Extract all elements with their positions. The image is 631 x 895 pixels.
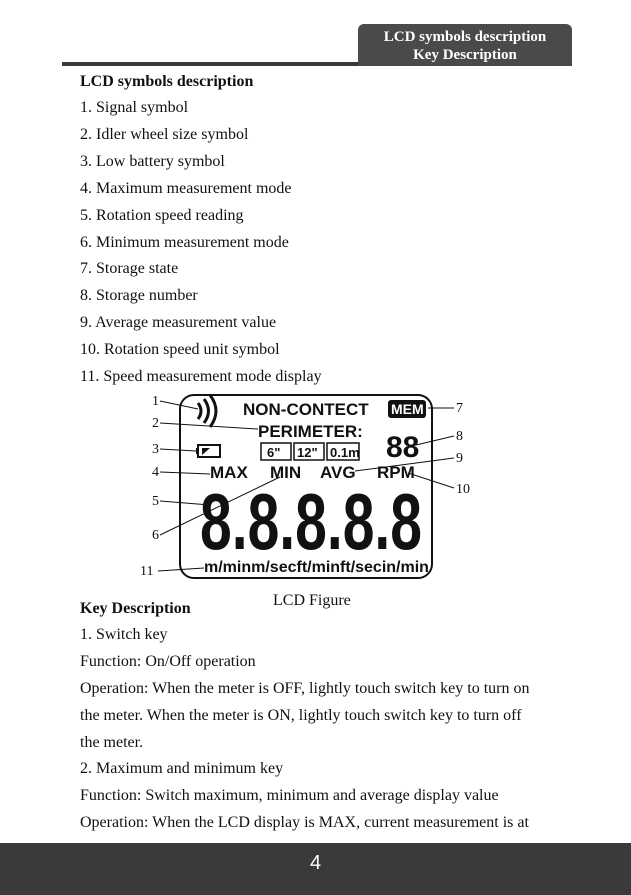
callout-6: 6: [152, 528, 159, 543]
callout-5: 5: [152, 494, 159, 509]
callout-8: 8: [456, 429, 463, 444]
size-6-label: 6": [267, 445, 281, 460]
key-line-1: 1. Switch key: [80, 626, 168, 643]
lcd-item-2: 2. Idler wheel size symbol: [80, 126, 249, 143]
lcd-figure-svg: [140, 385, 480, 585]
mem-label: MEM: [391, 401, 424, 417]
rpm-label: RPM: [377, 463, 415, 482]
section-header-tab: [358, 24, 572, 66]
avg-label: AVG: [320, 463, 356, 482]
key-line-5: the meter.: [80, 734, 144, 751]
lcd-item-10: 10. Rotation speed unit symbol: [80, 341, 280, 358]
page-footer: [0, 843, 631, 895]
lcd-item-9: 9. Average measurement value: [80, 314, 277, 331]
callout-7: 7: [456, 401, 463, 416]
lcd-item-11: 11. Speed measurement mode display: [80, 368, 322, 385]
non-contect-label: NON-CONTECT: [243, 400, 369, 419]
rotation-speed-digits: 8.8.8.8.8: [200, 477, 422, 566]
key-line-2: Function: On/Off operation: [80, 653, 256, 670]
min-label: MIN: [270, 463, 302, 482]
storage-number-digits: 88: [386, 431, 420, 464]
callout-4: 4: [152, 465, 159, 480]
lcd-item-6: 6. Minimum measurement mode: [80, 234, 289, 251]
callout-2: 2: [152, 416, 159, 431]
header-line-1: LCD symbols description: [383, 29, 547, 45]
callout-11: 11: [140, 564, 154, 579]
callout-9: 9: [456, 451, 463, 466]
units-label: m/minm/secft/minft/secin/min: [204, 559, 429, 576]
max-label: MAX: [210, 463, 248, 482]
header-line-2: Key Description: [413, 47, 517, 63]
lcd-item-5: 5. Rotation speed reading: [80, 207, 244, 224]
key-description-heading: Key Description: [80, 600, 191, 617]
key-line-7: Function: Switch maximum, minimum and average display value: [80, 787, 499, 804]
key-line-8: Operation: When the LCD display is MAX, current measurement is at: [80, 814, 529, 831]
low-battery-icon: [196, 445, 220, 457]
signal-icon: [198, 395, 216, 427]
lcd-item-3: 3. Low battery symbol: [80, 153, 225, 170]
size-01m-label: 0.1m: [330, 445, 360, 460]
perimeter-label: PERIMETER:: [258, 422, 363, 441]
lcd-item-7: 7. Storage state: [80, 260, 179, 277]
lcd-figure: [140, 385, 480, 585]
size-12-label: 12": [297, 445, 318, 460]
callout-3: 3: [152, 442, 159, 457]
callout-1: 1: [152, 394, 159, 409]
page-number: 4: [309, 852, 322, 874]
key-line-4: the meter. When the meter is ON, lightly touch switch key to turn off: [80, 707, 522, 724]
key-line-6: 2. Maximum and minimum key: [80, 760, 284, 777]
lcd-item-8: 8. Storage number: [80, 287, 198, 304]
key-line-3: Operation: When the meter is OFF, lightly touch switch key to turn on: [80, 680, 530, 697]
lcd-symbols-heading: LCD symbols description: [80, 73, 254, 90]
lcd-item-4: 4. Maximum measurement mode: [80, 180, 292, 197]
lcd-item-1: 1. Signal symbol: [80, 99, 189, 116]
callout-10: 10: [456, 482, 470, 497]
lcd-figure-caption: LCD Figure: [273, 592, 351, 609]
